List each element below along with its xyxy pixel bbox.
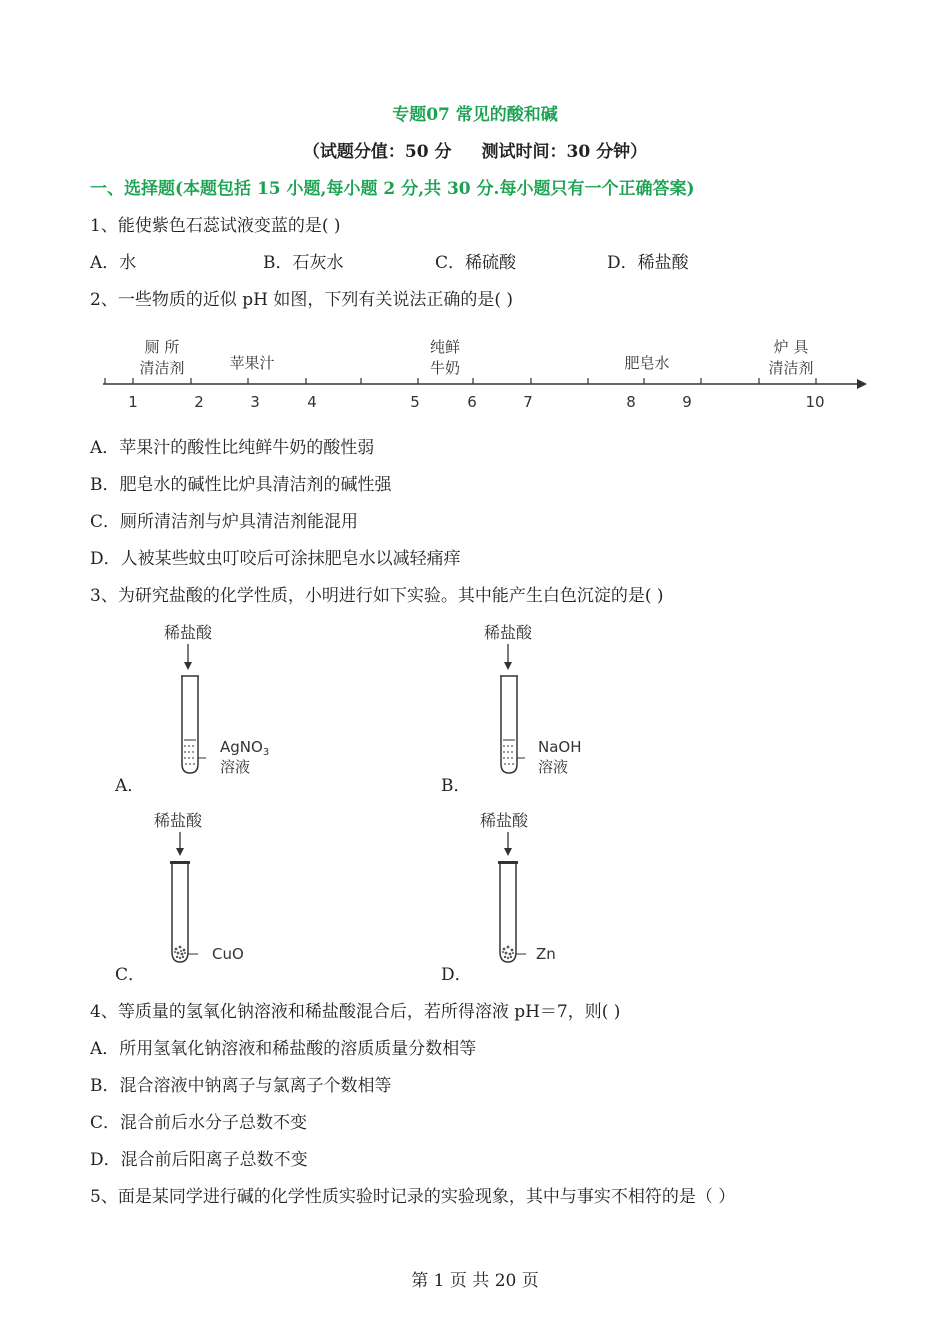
- ph-tick-7: 7: [523, 393, 533, 411]
- test-tube-figure-a: [150, 618, 290, 783]
- ph-axis-arrow: [857, 379, 867, 389]
- test-tube-figure-c: [140, 806, 280, 971]
- q3-option-a-label: A．: [115, 776, 145, 796]
- arrow-down-icon: [176, 848, 184, 856]
- q3-option-b-label: B．: [441, 776, 471, 796]
- ph-tick-9: 9: [682, 393, 692, 411]
- substance-d: Zn: [536, 945, 556, 963]
- q4-option-b: B．混合溶液中钠离子与氯离子个数相等: [90, 1076, 392, 1096]
- q2-option-b: B．肥皂水的碱性比炉具清洁剂的碱性强: [90, 475, 392, 495]
- substance-b-line1: NaOH: [538, 738, 582, 756]
- substance-a-line1: AgNO$_3$: [220, 738, 270, 758]
- test-tube-figure-d: [470, 806, 610, 971]
- q2-option-d: D．人被某些蚊虫叮咬后可涂抹肥皂水以减轻痛痒: [90, 549, 461, 569]
- reagent-label-d: 稀盐酸: [479, 811, 529, 830]
- time-info: 测试时间：30 分钟）: [481, 142, 648, 162]
- page-title: 专题07 常见的酸和碱: [392, 105, 558, 125]
- ph-tick-2: 2: [194, 393, 204, 411]
- ph-label-stove-2: 清洁剂: [768, 359, 814, 377]
- ph-label-apple: 苹果汁: [229, 354, 275, 372]
- section-heading: 一、选择题(本题包括 15 小题,每小题 2 分,共 30 分.每小题只有一个正确答案): [90, 179, 695, 199]
- ph-label-milk-2: 牛奶: [429, 359, 461, 377]
- q3-option-d-label: D．: [441, 965, 472, 985]
- powder-sample-c: [174, 946, 186, 960]
- q1-option-c: C．稀硫酸: [435, 253, 517, 273]
- ph-tick-10: 10: [805, 393, 825, 411]
- q3-option-c-label: C．: [115, 965, 146, 985]
- ph-label-stove-1: 炉 具: [773, 338, 809, 356]
- q4-option-a: A．所用氢氧化钠溶液和稀盐酸的溶质质量分数相等: [90, 1039, 477, 1059]
- reagent-label-a: 稀盐酸: [163, 623, 213, 642]
- substance-a-line2: 溶液: [220, 758, 251, 776]
- arrow-down-icon: [184, 662, 192, 670]
- q2-stem: 2、一些物质的近似 pH 如图，下列有关说法正确的是( ): [90, 290, 513, 310]
- q1-option-d: D．稀盐酸: [607, 253, 689, 273]
- ph-tick-1: 1: [128, 393, 138, 411]
- granule-sample-d: [502, 946, 514, 960]
- q4-stem: 4、等质量的氢氧化钠溶液和稀盐酸混合后，若所得溶液 pH＝7，则( ): [90, 1002, 621, 1022]
- q2-option-c: C．厕所清洁剂与炉具清洁剂能混用: [90, 512, 359, 532]
- q5-stem: 5、面是某同学进行碱的化学性质实验时记录的实验现象，其中与事实不相符的是（ ）: [90, 1187, 736, 1207]
- q1-option-b: B．石灰水: [263, 253, 344, 273]
- substance-c: CuO: [212, 945, 244, 963]
- ph-label-toilet-2: 清洁剂: [139, 359, 185, 377]
- ph-label-toilet-1: 厕 所: [144, 338, 180, 356]
- page-footer: 第 1 页 共 20 页: [411, 1271, 539, 1291]
- q3-stem: 3、为研究盐酸的化学性质，小明进行如下实验。其中能产生白色沉淀的是( ): [90, 586, 664, 606]
- ph-label-milk-1: 纯鲜: [429, 338, 461, 356]
- ph-tick-3: 3: [250, 393, 260, 411]
- q2-option-a: A．苹果汁的酸性比纯鲜牛奶的酸性弱: [90, 438, 375, 458]
- q1-option-a: A．水: [90, 253, 137, 273]
- reagent-label-c: 稀盐酸: [153, 811, 203, 830]
- score-info: （试题分值：50 分: [302, 142, 452, 162]
- q4-option-d: D．混合前后阳离子总数不变: [90, 1150, 308, 1170]
- ph-tick-5: 5: [410, 393, 420, 411]
- ph-label-soap: 肥皂水: [624, 354, 670, 372]
- substance-b-line2: 溶液: [538, 758, 569, 776]
- arrow-down-icon: [504, 662, 512, 670]
- ph-tick-6: 6: [467, 393, 477, 411]
- ph-scale-figure: [95, 330, 875, 420]
- q4-option-c: C．混合前后水分子总数不变: [90, 1113, 308, 1133]
- arrow-down-icon: [504, 848, 512, 856]
- reagent-label-b: 稀盐酸: [483, 623, 533, 642]
- page-subtitle: [0, 141, 950, 163]
- q1-stem: 1、能使紫色石蕊试液变蓝的是( ): [90, 216, 341, 236]
- ph-tick-8: 8: [626, 393, 636, 411]
- test-tube-figure-b: [470, 618, 610, 783]
- ph-tick-4: 4: [307, 393, 317, 411]
